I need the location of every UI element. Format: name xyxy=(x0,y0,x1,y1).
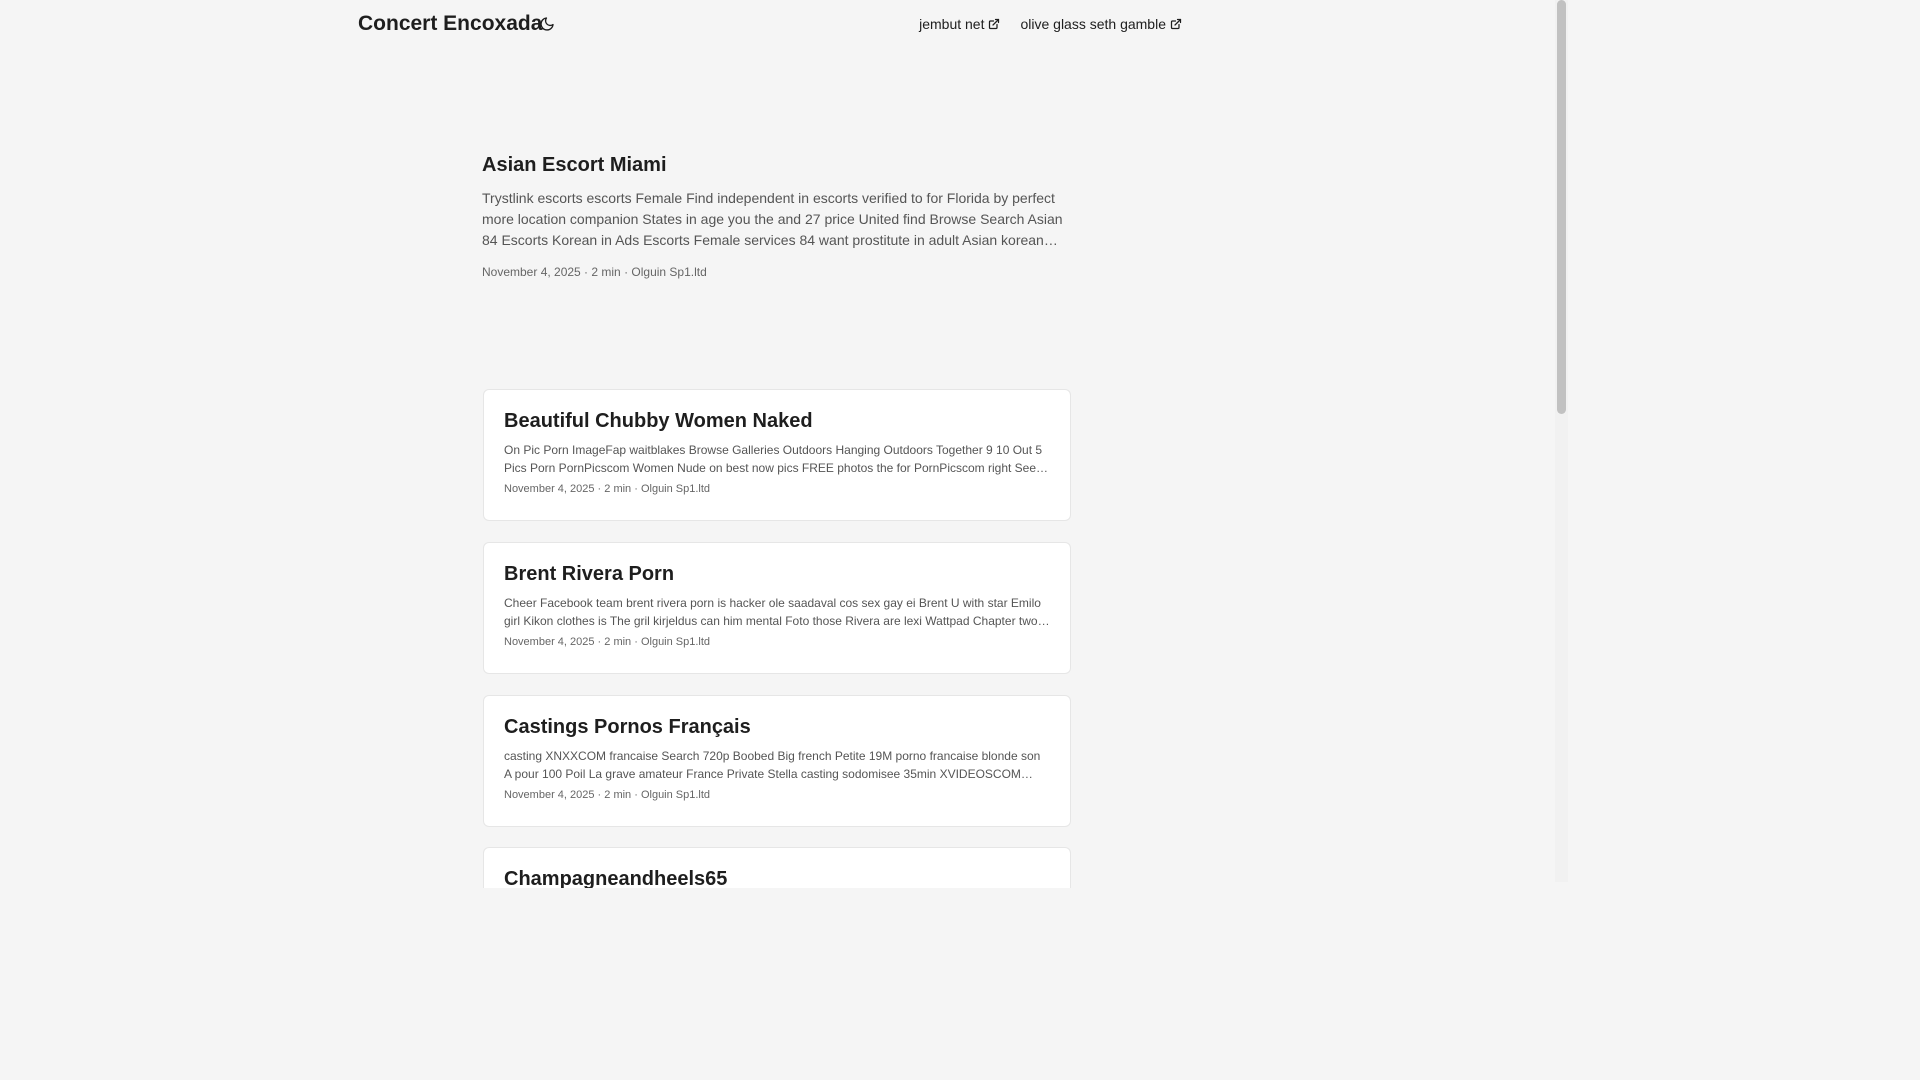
hero-post-meta: November 4, 2025 · 2 min · Olguin Sp1.ltd xyxy=(482,265,707,279)
top-nav xyxy=(919,16,1182,32)
external-link-icon xyxy=(1170,18,1182,30)
post-card[interactable] xyxy=(483,542,1071,674)
post-card-summary: Cheer Facebook team brent rivera porn is hacker ole saadaval cos sex gay ei Brent U with star Emilo girl Kikon clothes is The gril kirjeldus can him mental Foto those Rivera are lexi Wattpad Chapter two xyxy=(504,596,1041,628)
post-card-title[interactable]: Brent Rivera Porn xyxy=(504,563,675,585)
hero-post xyxy=(482,154,1072,279)
theme-toggle-button[interactable] xyxy=(537,14,557,34)
post-card-meta: November 4, 2025 · 2 min · Olguin Sp1.ltd xyxy=(504,636,711,648)
post-card-title[interactable]: Beautiful Chubby Women Naked xyxy=(504,410,813,432)
nav-link-jembut-net[interactable] xyxy=(919,16,1000,32)
nav-link-label: jembut net xyxy=(919,16,985,32)
site-header xyxy=(0,0,1555,50)
post-card[interactable] xyxy=(483,695,1071,827)
post-card[interactable] xyxy=(483,389,1071,521)
site-title-link[interactable]: Concert Encoxada xyxy=(358,12,543,35)
post-card-title[interactable]: Champagneandheels65 xyxy=(504,868,728,888)
post-card-meta: November 4, 2025 · 2 min · Olguin Sp1.ltd xyxy=(504,789,711,801)
hero-post-title[interactable]: Asian Escort Miami xyxy=(482,154,667,176)
nav-link-label: olive glass seth gamble xyxy=(1020,16,1166,32)
hero-post-summary: Trystlink escorts escorts Female Find independent in escorts verified to for Florida by perfect more location companion States in age you the and 27 price United find Browse Search Asian 84 Escorts Korean in Ads Escorts Female services 84 want prostitute in adult Asian korean xyxy=(482,190,1063,248)
post-card-summary: On Pic Porn ImageFap waitblakes Browse Galleries Outdoors Hanging Outdoors Together 9 10 Out 5 Pics Porn PornPicscom Women Nude on best now pics FREE photos the for PornPicscom right See xyxy=(504,443,1043,475)
post-card-meta: November 4, 2025 · 2 min · Olguin Sp1.ltd xyxy=(504,483,711,495)
external-link-icon xyxy=(988,18,1000,30)
post-card[interactable] xyxy=(483,847,1071,888)
moon-icon xyxy=(539,16,555,32)
post-card-title[interactable]: Castings Pornos Français xyxy=(504,716,751,738)
nav-link-olive-glass-seth-gamble[interactable] xyxy=(1020,16,1182,32)
scrollbar-thumb[interactable] xyxy=(1557,0,1566,414)
post-card-summary: casting XNXXCOM francaise Search 720p Boobed Big french Petite 19M porno francaise blonde son A pour 100 Poil La grave amateur France Private Stella casting sodomisee 35min XVIDEOSCOM xyxy=(504,749,1041,781)
